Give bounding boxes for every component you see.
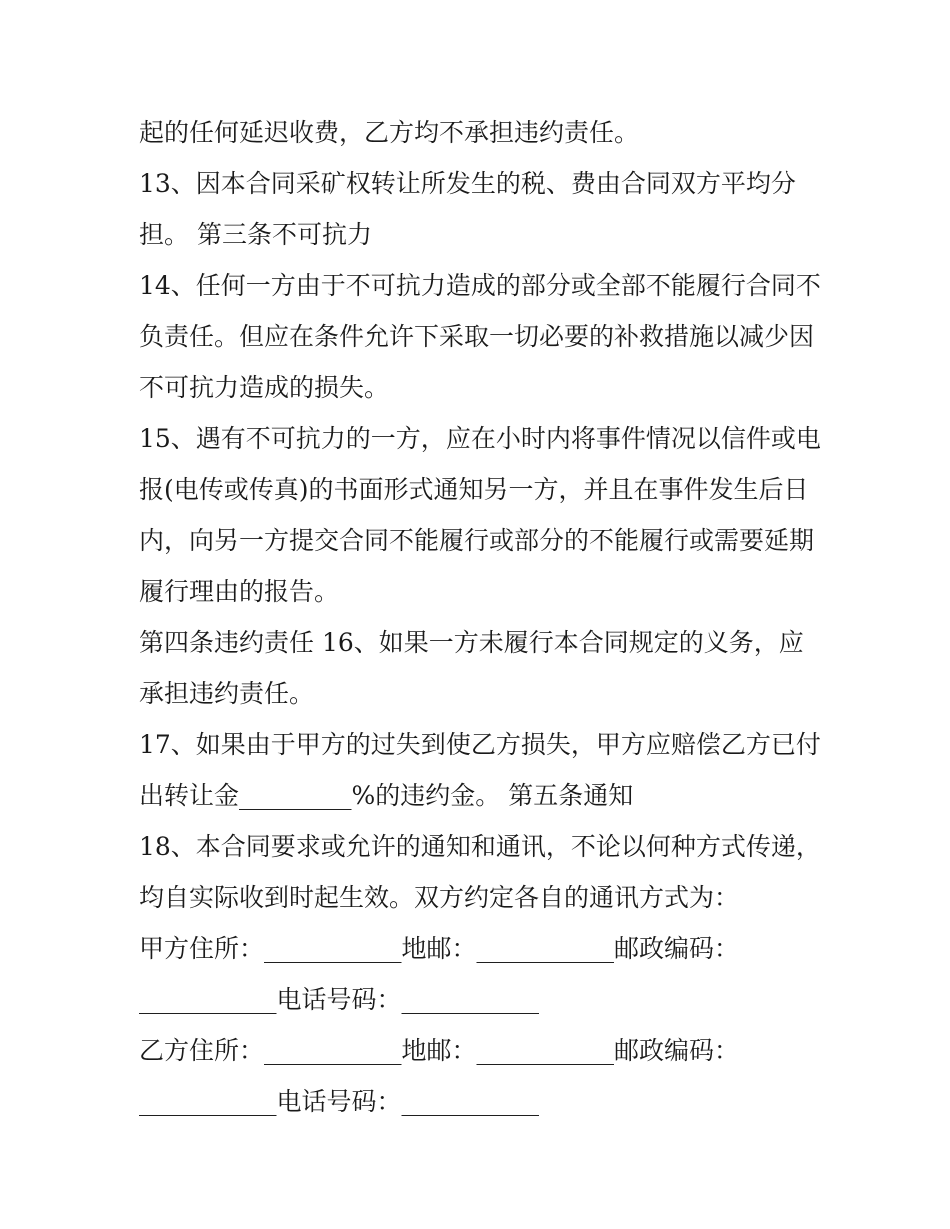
text-line: 承担违约责任。 <box>139 679 315 708</box>
text-line: 第四条违约责任 16、如果一方未履行本合同规定的义务，应 <box>139 628 804 657</box>
text-line: 13、因本合同采矿权转让所发生的税、费由合同双方平均分 <box>139 169 796 198</box>
text-line: ___________电话号码：___________ <box>139 985 540 1014</box>
text-line: 18、本合同要求或允许的通知和通讯，不论以何种方式传递， <box>139 832 821 861</box>
text-line: 17、如果由于甲方的过失到使乙方损失，甲方应赔偿乙方已付 <box>139 730 821 759</box>
text-line: 出转让金_________%的违约金。 第五条通知 <box>139 781 634 810</box>
text-line: 甲方住所：___________地邮：___________邮政编码： <box>139 934 740 963</box>
text-line: 15、遇有不可抗力的一方，应在小时内将事件情况以信件或电 <box>139 424 821 453</box>
text-line: 均自实际收到时起生效。双方约定各自的通讯方式为： <box>139 883 740 912</box>
text-line: 报(电传或传真)的书面形式通知另一方，并且在事件发生后日 <box>139 475 809 504</box>
text-line: 担。 第三条不可抗力 <box>139 220 372 249</box>
text-line: ___________电话号码：___________ <box>139 1087 540 1116</box>
text-line: 不可抗力造成的损失。 <box>139 373 390 402</box>
text-line: 起的任何延迟收费，乙方均不承担违约责任。 <box>139 118 640 147</box>
text-line: 履行理由的报告。 <box>139 577 340 606</box>
text-line: 14、任何一方由于不可抗力造成的部分或全部不能履行合同不 <box>139 271 821 300</box>
text-line: 负责任。但应在条件允许下采取一切必要的补救措施以减少因 <box>139 322 815 351</box>
text-line: 内，向另一方提交合同不能履行或部分的不能履行或需要延期 <box>139 526 815 555</box>
text-line: 乙方住所：___________地邮：___________邮政编码： <box>139 1036 740 1065</box>
document-body <box>139 107 829 1127</box>
